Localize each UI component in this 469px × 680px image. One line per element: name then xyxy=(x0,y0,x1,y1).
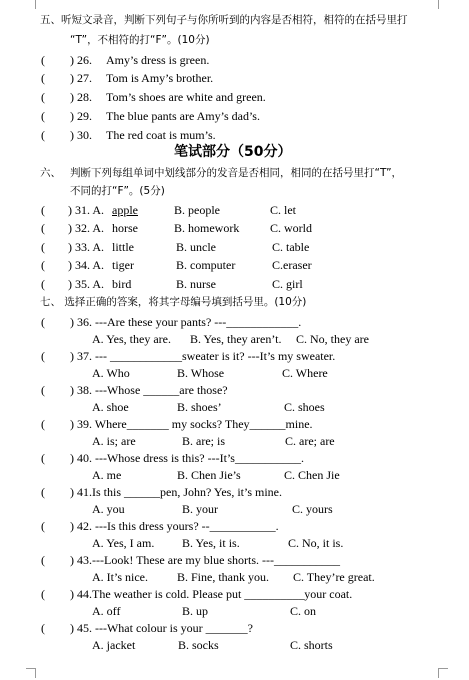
question-text: ) 44.The weather is cold. Please put __________your coat. xyxy=(70,587,353,601)
option-a-word: tiger xyxy=(112,258,134,272)
option-b: B. your xyxy=(182,502,218,516)
option-a: A. shoe xyxy=(92,400,129,414)
option-c-word: C. world xyxy=(270,221,312,235)
section6-header-line2: 不同的打“F”。(5分) xyxy=(70,185,165,197)
option-a: A. Yes, they are. xyxy=(92,332,171,346)
paren-open: ( xyxy=(41,277,45,291)
crop-mark-bottom-left xyxy=(26,668,36,678)
paren-open: ( xyxy=(41,485,45,499)
paren-open: ( xyxy=(41,451,45,465)
option-a: A. is; are xyxy=(92,434,136,448)
option-a-word: apple xyxy=(112,203,138,217)
statement-text: The blue pants are Amy’s dad’s. xyxy=(106,109,260,123)
question-text: ) 36. ---Are these your pants? ---____________. xyxy=(70,315,302,329)
option-c: C. No, it is. xyxy=(288,536,344,550)
option-a-word: horse xyxy=(112,221,138,235)
option-b: B. are; is xyxy=(182,434,225,448)
statement-text: Amy’s dress is green. xyxy=(106,53,210,67)
section5-header-line1: 五、听短文录音，判断下列句子与你所听到的内容是否相符，相符的在括号里打 xyxy=(40,14,408,26)
paren-open: ( xyxy=(41,553,45,567)
option-b: B. up xyxy=(182,604,209,618)
written-part-title: 笔试部分（50分） xyxy=(174,144,292,160)
paren-open: ( xyxy=(41,71,45,85)
question-text: ) 42. ---Is this dress yours? --___________. xyxy=(70,519,279,533)
option-b-word: B. nurse xyxy=(176,277,216,291)
section5-header-line2: “T”，不相符的打“F”。(10分) xyxy=(70,34,210,46)
option-c: C. Where xyxy=(282,366,328,380)
option-c: C. No, they are xyxy=(296,332,369,346)
option-c: C. shoes xyxy=(284,400,325,414)
option-c-word: C. table xyxy=(272,240,310,254)
section6-header-line1: 判断下列每组单词中划线部分的发音是否相同，相同的在括号里打“T”， xyxy=(70,167,403,179)
paren-open: ( xyxy=(41,203,45,217)
option-a: A. jacket xyxy=(92,638,136,652)
option-c: C. yours xyxy=(292,502,333,516)
paren-open: ( xyxy=(41,519,45,533)
statement-text: The red coat is mum’s. xyxy=(106,128,216,142)
option-b: B. socks xyxy=(178,638,219,652)
option-a: A. It’s nice. xyxy=(92,570,148,584)
option-a: A. Who xyxy=(92,366,130,380)
option-a: A. off xyxy=(92,604,121,618)
paren-open: ( xyxy=(41,258,45,272)
option-b: B. shoes’ xyxy=(177,400,222,414)
option-c-word: C. girl xyxy=(272,277,303,291)
option-c: C. They’re great. xyxy=(293,570,375,584)
option-c: C. are; are xyxy=(285,434,335,448)
option-c: C. on xyxy=(290,604,317,618)
statement-text: Tom is Amy’s brother. xyxy=(106,71,214,85)
question-text: ) 37. --- ____________sweater is it? ---It’s my sweater. xyxy=(70,349,336,363)
question-number: ) 26. xyxy=(70,53,92,67)
question-number: ) 30. xyxy=(70,128,92,142)
paren-open: ( xyxy=(41,221,45,235)
question-number: ) 27. xyxy=(70,71,92,85)
option-c-word: C. let xyxy=(270,203,296,217)
question-number: ) 32. A. xyxy=(68,221,104,235)
paren-open: ( xyxy=(41,53,45,67)
question-text: ) 40. ---Whose dress is this? ---It’s___________. xyxy=(70,451,304,465)
question-number: ) 29. xyxy=(70,109,92,123)
statement-text: Tom’s shoes are white and green. xyxy=(106,90,266,104)
option-a-word: little xyxy=(112,240,134,254)
question-number: ) 34. A. xyxy=(68,258,104,272)
question-text: ) 39. Where_______ my socks? They______mine. xyxy=(70,417,313,431)
option-c: C. Chen Jie xyxy=(284,468,340,482)
paren-open: ( xyxy=(41,417,45,431)
crop-mark-top-left xyxy=(26,0,36,9)
option-a-word: bird xyxy=(112,277,132,291)
paren-open: ( xyxy=(41,109,45,123)
crop-mark-top-right xyxy=(438,0,448,9)
question-number: ) 31. A. xyxy=(68,203,104,217)
option-b: B. Chen Jie’s xyxy=(177,468,241,482)
option-b: B. Whose xyxy=(177,366,225,380)
question-text: ) 38. ---Whose ______are those? xyxy=(70,383,228,397)
option-a: A. you xyxy=(92,502,125,516)
option-b: B. Yes, it is. xyxy=(182,536,240,550)
option-b-word: B. uncle xyxy=(176,240,216,254)
paren-open: ( xyxy=(41,128,45,142)
paren-open: ( xyxy=(41,621,45,635)
section6-label: 六、 xyxy=(40,167,61,179)
paren-open: ( xyxy=(41,90,45,104)
option-a: A. Yes, I am. xyxy=(92,536,155,550)
option-b-word: B. computer xyxy=(176,258,236,272)
option-a: A. me xyxy=(92,468,122,482)
option-b: B. Fine, thank you. xyxy=(177,570,269,584)
question-text: ) 45. ---What colour is your _______? xyxy=(70,621,253,635)
paren-open: ( xyxy=(41,315,45,329)
option-c: C. shorts xyxy=(290,638,333,652)
question-number: ) 33. A. xyxy=(68,240,104,254)
option-b: B. Yes, they aren’t. xyxy=(190,332,282,346)
paren-open: ( xyxy=(41,383,45,397)
option-c-word: C.eraser xyxy=(272,258,312,272)
question-text: ) 41.Is this ______pen, John? Yes, it’s mine. xyxy=(70,485,283,499)
crop-mark-bottom-right xyxy=(438,668,448,678)
option-b-word: B. people xyxy=(174,203,220,217)
question-text: ) 43.---Look! These are my blue shorts. ---___________ xyxy=(70,553,341,567)
paren-open: ( xyxy=(41,349,45,363)
paren-open: ( xyxy=(41,240,45,254)
option-b-word: B. homework xyxy=(174,221,240,235)
paren-open: ( xyxy=(41,587,45,601)
question-number: ) 28. xyxy=(70,90,92,104)
section7-header: 七、 选择正确的答案，将其字母编号填到括号里。(10分) xyxy=(40,296,307,308)
question-number: ) 35. A. xyxy=(68,277,104,291)
